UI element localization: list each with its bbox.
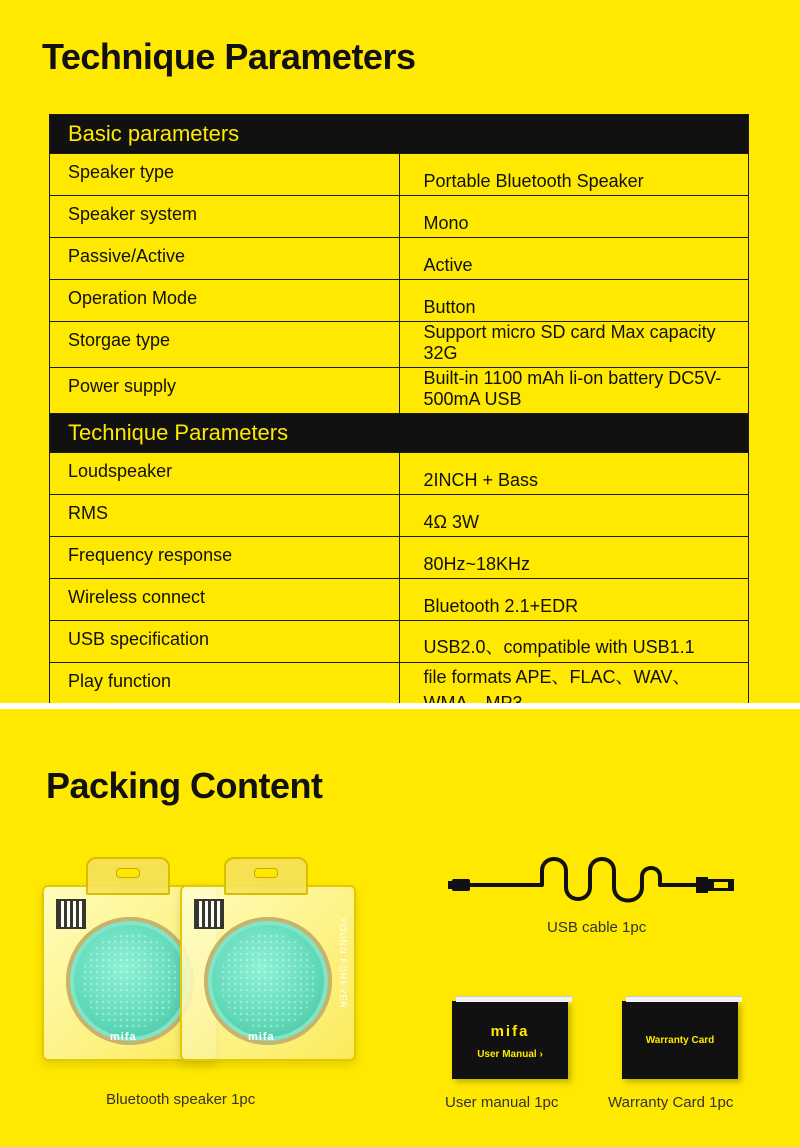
spec-row	[50, 196, 749, 238]
spec-value: 4Ω 3W	[399, 495, 749, 537]
user-manual-caption: User manual 1pc	[445, 1094, 559, 1111]
spec-value: USB2.0、compatible with USB1.1	[399, 621, 749, 663]
box-slogan: YOUNG FOREVER	[338, 917, 348, 1010]
spec-value: Active	[399, 238, 749, 280]
spec-key: Play function	[50, 663, 400, 719]
spec-row	[50, 154, 749, 196]
spec-group-header	[50, 414, 749, 453]
spec-value: Button	[399, 280, 749, 322]
spec-key: Storgae type	[50, 322, 400, 368]
spec-row	[50, 537, 749, 579]
warranty-card-title: Warranty Card	[645, 1035, 715, 1046]
spec-value: file formats APE、FLAC、WAV、	[399, 663, 749, 719]
spec-group-header	[50, 115, 749, 154]
spec-key: Power supply	[50, 368, 400, 414]
usb-cable-caption: USB cable 1pc	[547, 919, 647, 936]
qr-code	[194, 899, 224, 929]
spec-row	[50, 368, 749, 414]
speaker-image	[66, 917, 194, 1045]
user-manual-card	[452, 1001, 568, 1079]
usb-cable-icon	[446, 847, 746, 917]
spec-key: RMS	[50, 495, 400, 537]
box-brand-logo: mifa	[110, 1031, 137, 1043]
spec-row	[50, 495, 749, 537]
box-hanger	[86, 857, 170, 895]
spec-key: Wireless connect	[50, 579, 400, 621]
spec-value: Support micro SD card Max capacity 32G	[399, 322, 749, 368]
speaker-box-2	[180, 885, 356, 1061]
spec-row	[50, 579, 749, 621]
spec-key: Speaker system	[50, 196, 400, 238]
warranty-card	[622, 1001, 738, 1079]
spec-key: USB specification	[50, 621, 400, 663]
spec-value: Built-in 1100 mAh li-on battery DC5V-500mA USB	[399, 368, 749, 414]
spec-value: Portable Bluetooth Speaker	[399, 154, 749, 196]
spec-table	[49, 114, 749, 719]
spec-row	[50, 621, 749, 663]
spec-key: Loudspeaker	[50, 453, 400, 495]
spec-row	[50, 453, 749, 495]
packing-content-section	[0, 709, 800, 1147]
spec-value: 2INCH + Bass	[399, 453, 749, 495]
section-heading-packing: Packing Content	[46, 765, 323, 806]
manual-brand-logo: mifa	[490, 1023, 530, 1040]
spec-row	[50, 238, 749, 280]
spec-group-title: Technique Parameters	[50, 414, 749, 453]
box-brand-logo: mifa	[248, 1031, 275, 1043]
qr-code	[56, 899, 86, 929]
spec-group-title: Basic parameters	[50, 115, 749, 154]
spec-key: Frequency response	[50, 537, 400, 579]
speaker-caption: Bluetooth speaker 1pc	[106, 1091, 256, 1108]
spec-key: Speaker type	[50, 154, 400, 196]
speaker-image	[204, 917, 332, 1045]
section-heading-parameters: Technique Parameters	[42, 36, 416, 77]
spec-row	[50, 322, 749, 368]
spec-key: Operation Mode	[50, 280, 400, 322]
spec-value: 80Hz~18KHz	[399, 537, 749, 579]
spec-key: Passive/Active	[50, 238, 400, 280]
manual-card-title: User Manual ›	[477, 1049, 543, 1060]
spec-value: Bluetooth 2.1+EDR	[399, 579, 749, 621]
warranty-card-caption: Warranty Card 1pc	[608, 1094, 734, 1111]
spec-row	[50, 280, 749, 322]
box-hanger	[224, 857, 308, 895]
spec-value: Mono	[399, 196, 749, 238]
